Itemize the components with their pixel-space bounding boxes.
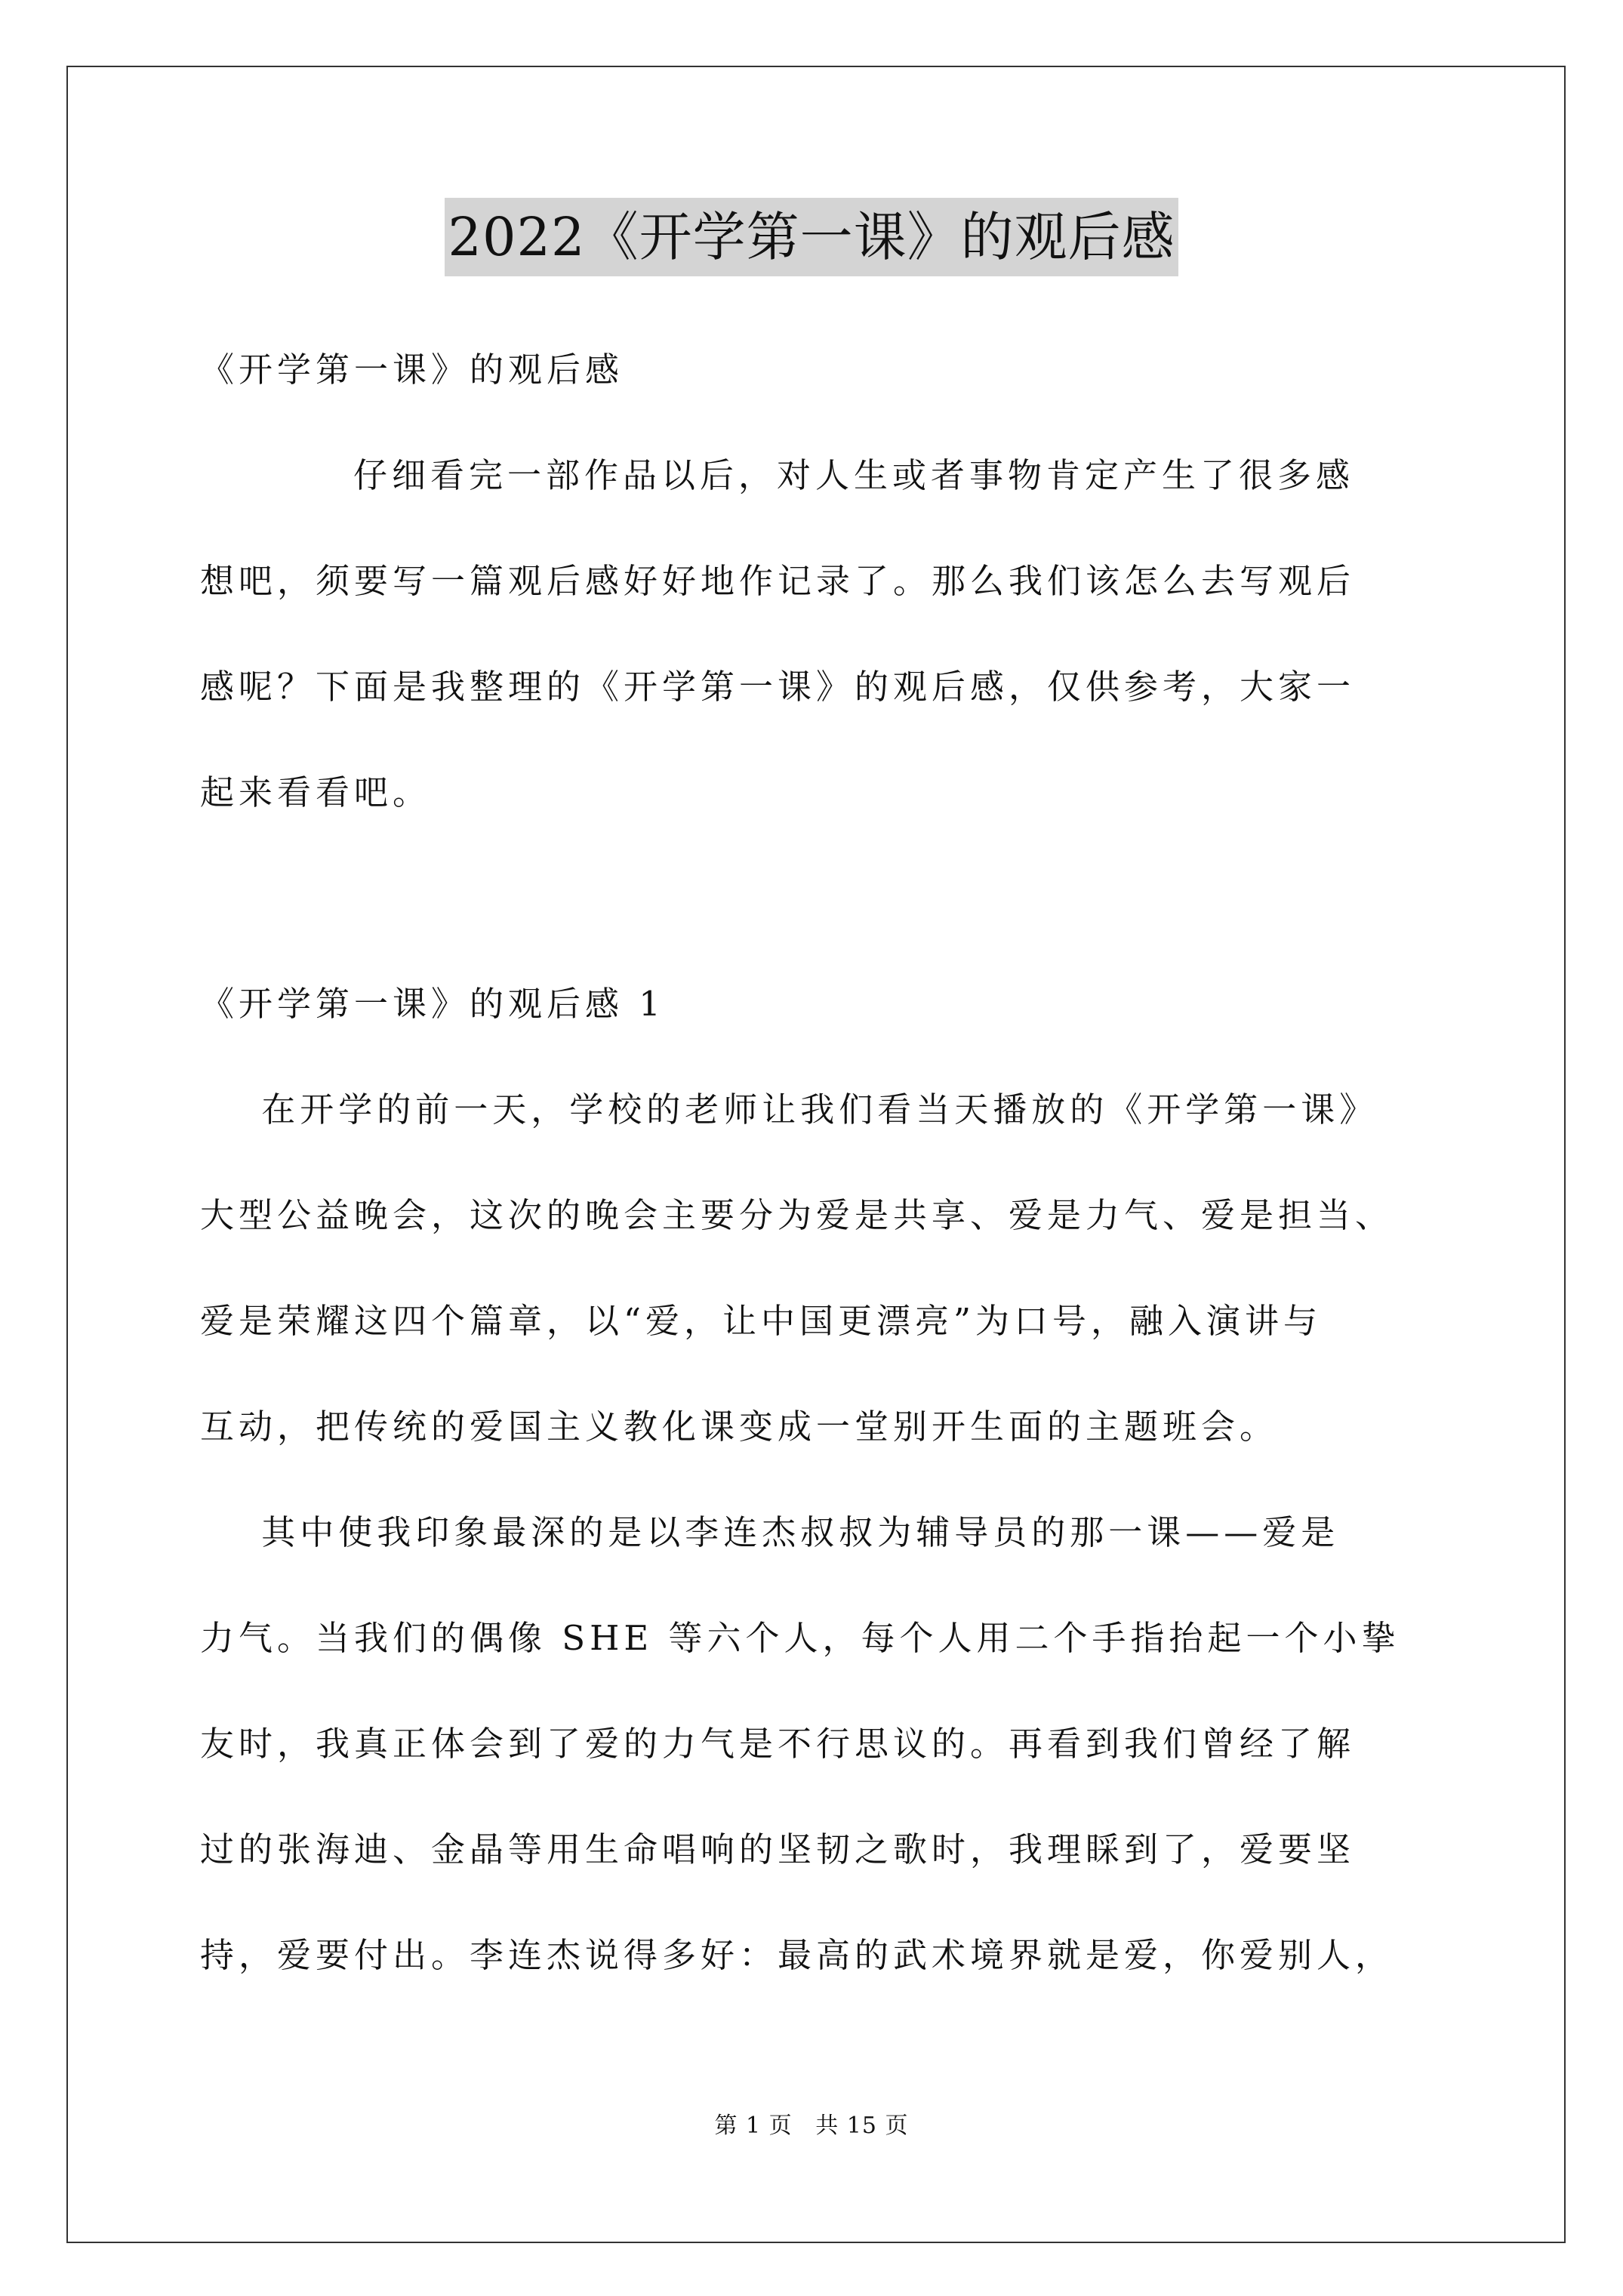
paragraph-line: 爱是荣耀这四个篇章，以“爱，让中国更漂亮”为口号，融入演讲与 — [200, 1301, 1323, 1341]
paragraph-line: 力气。当我们的偶像 SHE 等六个人，每个人用二个手指抬起一个小挚 — [200, 1618, 1400, 1658]
paragraph-line: 持，爱要付出。李连杰说得多好：最高的武术境界就是爱，你爱别人， — [200, 1935, 1394, 1975]
paragraph-line: 大型公益晚会，这次的晚会主要分为爱是共享、爱是力气、爱是担当、 — [200, 1195, 1394, 1235]
blank-line — [200, 846, 1438, 951]
document-body — [200, 317, 1438, 2008]
paragraph-line: 互动，把传统的爱国主义教化课变成一堂别开生面的主题班会。 — [200, 1407, 1279, 1447]
paragraph-line: 过的张海迪、金晶等用生命唱响的坚韧之歌时，我理睬到了，爱要坚 — [200, 1829, 1356, 1869]
page-total: 共 15 页 — [815, 2113, 909, 2139]
paragraph-line: 想吧，须要写一篇观后感好好地作记录了。那么我们该怎么去写观后 — [200, 561, 1356, 601]
paragraph-line: 其中使我印象最深的是以李连杰叔叔为辅导员的那一课——爱是 — [200, 1512, 1340, 1552]
paragraph-line: 在开学的前一天，学校的老师让我们看当天播放的《开学第一课》 — [200, 1089, 1378, 1130]
title-container — [0, 198, 1623, 276]
section-heading: 《开学第一课》的观后感 1 — [200, 984, 665, 1024]
paragraph-line: 感呢？下面是我整理的《开学第一课》的观后感，仅供参考，大家一 — [200, 667, 1356, 707]
page-number: 第 1 页 — [714, 2113, 793, 2139]
paragraph-line: 起来看看吧。 — [200, 772, 432, 812]
subtitle: 《开学第一课》的观后感 — [200, 350, 624, 390]
document-title: 2022《开学第一课》的观后感 — [445, 198, 1178, 276]
paragraph-line: 友时，我真正体会到了爱的力气是不行思议的。再看到我们曾经了解 — [200, 1724, 1356, 1764]
paragraph-line: 仔细看完一部作品以后，对人生或者事物肯定产生了很多感 — [200, 455, 1355, 495]
page-footer — [0, 2106, 1623, 2140]
